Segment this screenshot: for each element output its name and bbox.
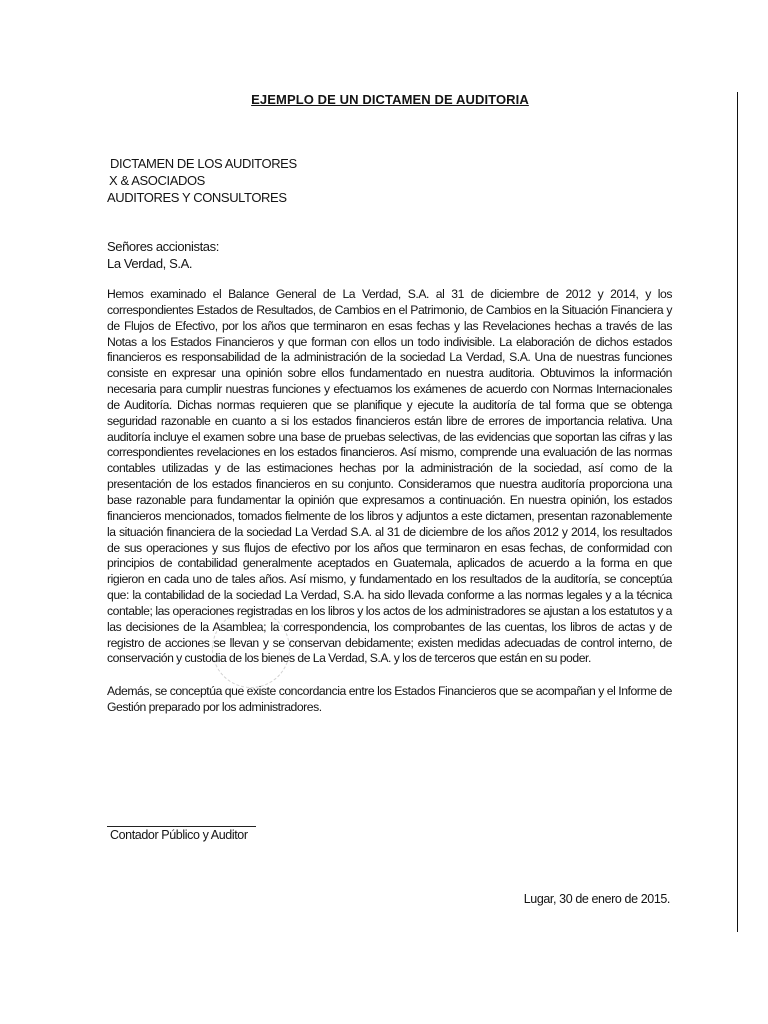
header-line-report: DICTAMEN DE LOS AUDITORES bbox=[110, 156, 297, 171]
salutation-company: La Verdad, S.A. bbox=[107, 256, 193, 271]
report-body bbox=[107, 287, 672, 716]
auditor-header bbox=[107, 155, 297, 206]
salutation-addressee: Señores accionistas: bbox=[107, 239, 219, 254]
signature-label: Contador Público y Auditor bbox=[110, 828, 248, 842]
concordance-paragraph: Además, se conceptúa que existe concordancia entre los Estados Financieros que se acompañan y el Informe de Gestión preparado por los administradores. bbox=[107, 684, 672, 715]
salutation bbox=[107, 238, 219, 272]
header-line-firm: X & ASOCIADOS bbox=[109, 173, 205, 188]
place-date: Lugar, 30 de enero de 2015. bbox=[523, 892, 670, 906]
signature-line bbox=[107, 826, 256, 827]
header-line-type: AUDITORES Y CONSULTORES bbox=[107, 190, 287, 205]
margin-rule bbox=[737, 92, 738, 932]
opinion-paragraph: Hemos examinado el Balance General de La Verdad, S.A. al 31 de diciembre de 2012 y 2014, y los correspondientes Estados de Resultados, de Cambios en el Patrimonio, de Cambios en la Situación Financiera y de Flujos de Efectivo, por los años que terminaron en esas fechas y las Revelaciones hechas a través de las Notas a los Estados Financieros y que forman con ellos un todo indivisible. La elaboración de dichos estados financieros es responsabilidad de la administración de la sociedad La Verdad, S.A. Una de nuestras funciones consiste en expresar una opinión sobre ellos fundamentado en nuestra auditoria. Obtuvimos la información necesaria para cumplir nuestras funciones y efectuamos los exámenes de acuerdo con Normas Internacionales de Auditoría. Dichas normas requieren que se planifique y ejecute la auditoría de tal forma que se obtenga seguridad razonable en cuanto a si los estados financieros están libre de errores de importancia relativa. Una auditoría incluye el examen sobre una base de pruebas selectivas, de las evidencias que soportan las cifras y las correspondientes revelaciones en los estados financieros. Así mismo, comprende una evaluación de las normas contables utilizadas y de las estimaciones hechas por la administración de la sociedad, así como de la presentación de los estados financieros en su conjunto. Consideramos que nuestra auditoría proporciona una base razonable para fundamentar la opinión que expresamos a continuación. En nuestra opinión, los estados financieros mencionados, tomados fielmente de los libros y adjuntos a este dictamen, presentan razonablemente la situación financiera de la sociedad La Verdad S.A. al 31 de diciembre de los años 2012 y 2014, los resultados de sus operaciones y sus flujos de efectivo por los años que terminaron en esas fechas, de conformidad con principios de contabilidad generalmente aceptados en Guatemala, aplicados de acuerdo a la forma en que rigieron en cada uno de tales años. Así mismo, y fundamentado en los resultados de la auditoría, se conceptúa que: la contabilidad de la sociedad La Verdad, S.A. ha sido llevada conforme a las normas legales y a la técnica contable; las operaciones registradas en los libros y los actos de los administradores se ajustan a los estatutos y a las decisiones de la Asamblea; la correspondencia, los comprobantes de las cuentas, los libros de actas y de registro de acciones se llevan y se conservan debidamente; existen medidas adecuadas de control interno, de conservación y custodia de los bienes de La Verdad, S.A. y los de terceros que están en su poder. bbox=[107, 287, 672, 666]
document-title: EJEMPLO DE UN DICTAMEN DE AUDITORIA bbox=[251, 92, 529, 107]
